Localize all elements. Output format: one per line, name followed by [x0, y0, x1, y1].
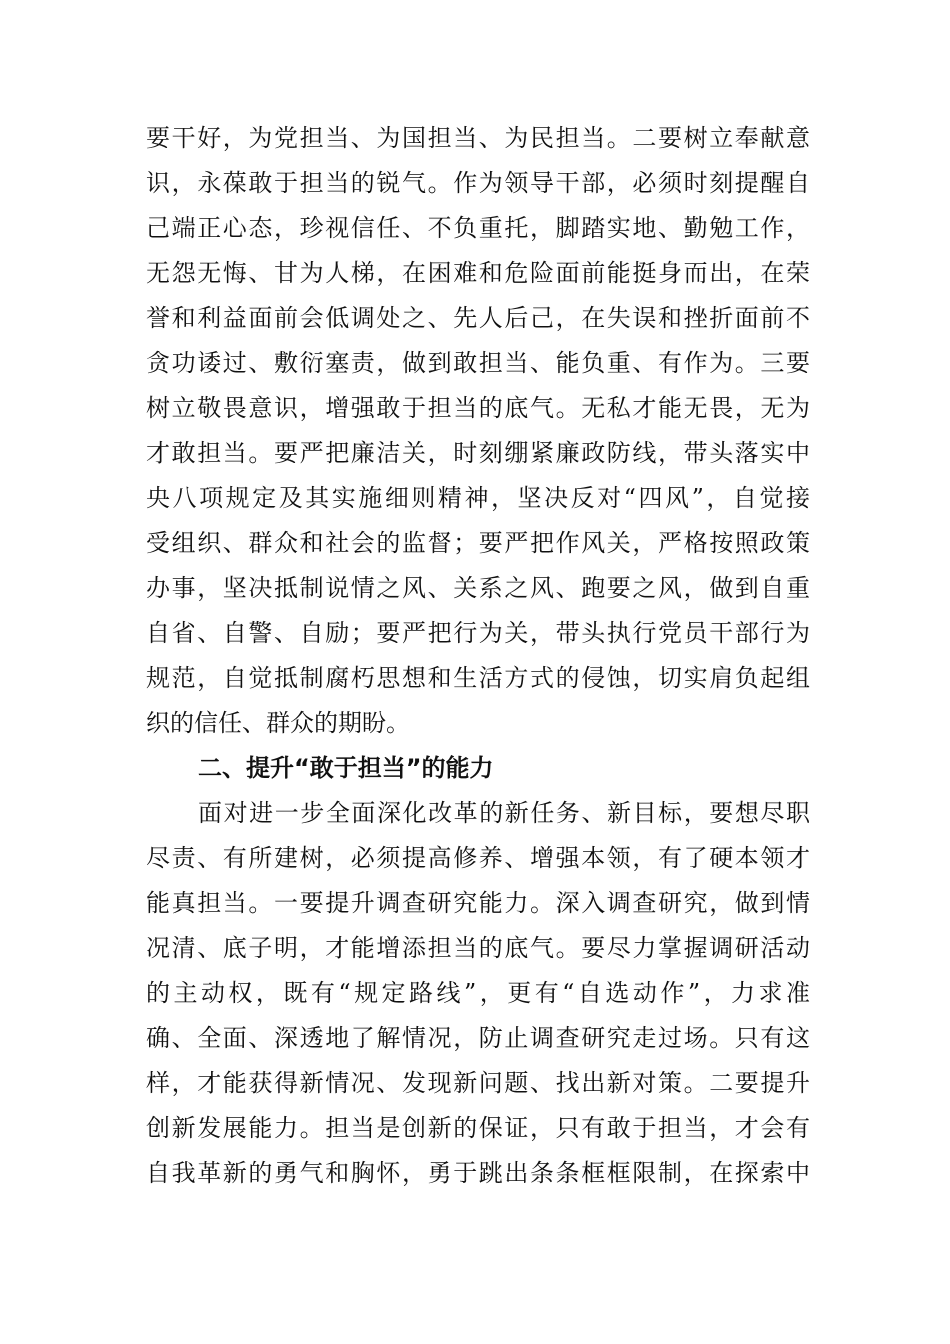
- text-line: 识，永葆敢于担当的锐气。作为领导干部，必须时刻提醒自: [146, 169, 810, 197]
- text-line: 确、全面、深透地了解情况，防止调查研究走过场。只有这: [146, 1024, 810, 1052]
- text-line: 能真担当。一要提升调查研究能力。深入调查研究，做到情: [146, 889, 810, 917]
- text-line: 的主动权，既有“规定路线”，更有“自选动作”，力求准: [146, 979, 810, 1007]
- text-line: 誉和利益面前会低调处之、先人后己，在失误和挫折面前不: [146, 304, 810, 332]
- text-line: 无怨无悔、甘为人梯，在困难和危险面前能挺身而出，在荣: [146, 259, 810, 287]
- text-line: 要干好，为党担当、为国担当、为民担当。二要树立奉献意: [146, 124, 810, 152]
- text-line: 办事，坚决抵制说情之风、关系之风、跑要之风，做到自重: [146, 574, 810, 602]
- text-line: 受组织、群众和社会的监督；要严把作风关，严格按照政策: [146, 529, 810, 557]
- paragraph-1: [146, 116, 810, 746]
- text-line: 规范，自觉抵制腐朽思想和生活方式的侵蚀，切实肩负起组: [146, 664, 810, 692]
- paragraph-2: [146, 791, 810, 1196]
- text-line: 织的信任、群众的期盼。: [146, 709, 410, 737]
- text-line: 央八项规定及其实施细则精神，坚决反对“四风”，自觉接: [146, 484, 810, 512]
- text-line: 创新发展能力。担当是创新的保证，只有敢于担当，才会有: [146, 1114, 810, 1142]
- text-line: 自我革新的勇气和胸怀，勇于跳出条条框框限制，在探索中: [146, 1159, 810, 1187]
- text-line: 样，才能获得新情况、发现新问题、找出新对策。二要提升: [146, 1069, 810, 1097]
- text-line: 尽责、有所建树，必须提高修养、增强本领，有了硬本领才: [146, 844, 810, 872]
- text-line: 面对进一步全面深化改革的新任务、新目标，要想尽职: [198, 799, 810, 827]
- section-heading: 二、提升“敢于担当”的能力: [198, 754, 494, 782]
- text-line: 才敢担当。要严把廉洁关，时刻绷紧廉政防线，带头落实中: [146, 439, 810, 467]
- text-line: 自省、自警、自励；要严把行为关，带头执行党员干部行为: [146, 619, 810, 647]
- text-line: 况清、底子明，才能增添担当的底气。要尽力掌握调研活动: [146, 934, 810, 962]
- text-line: 树立敬畏意识，增强敢于担当的底气。无私才能无畏，无为: [146, 394, 810, 422]
- document-page: [146, 116, 810, 1196]
- text-line: 贪功诿过、敷衍塞责，做到敢担当、能负重、有作为。三要: [146, 349, 810, 377]
- text-line: 己端正心态，珍视信任、不负重托，脚踏实地、勤勉工作，: [146, 214, 810, 242]
